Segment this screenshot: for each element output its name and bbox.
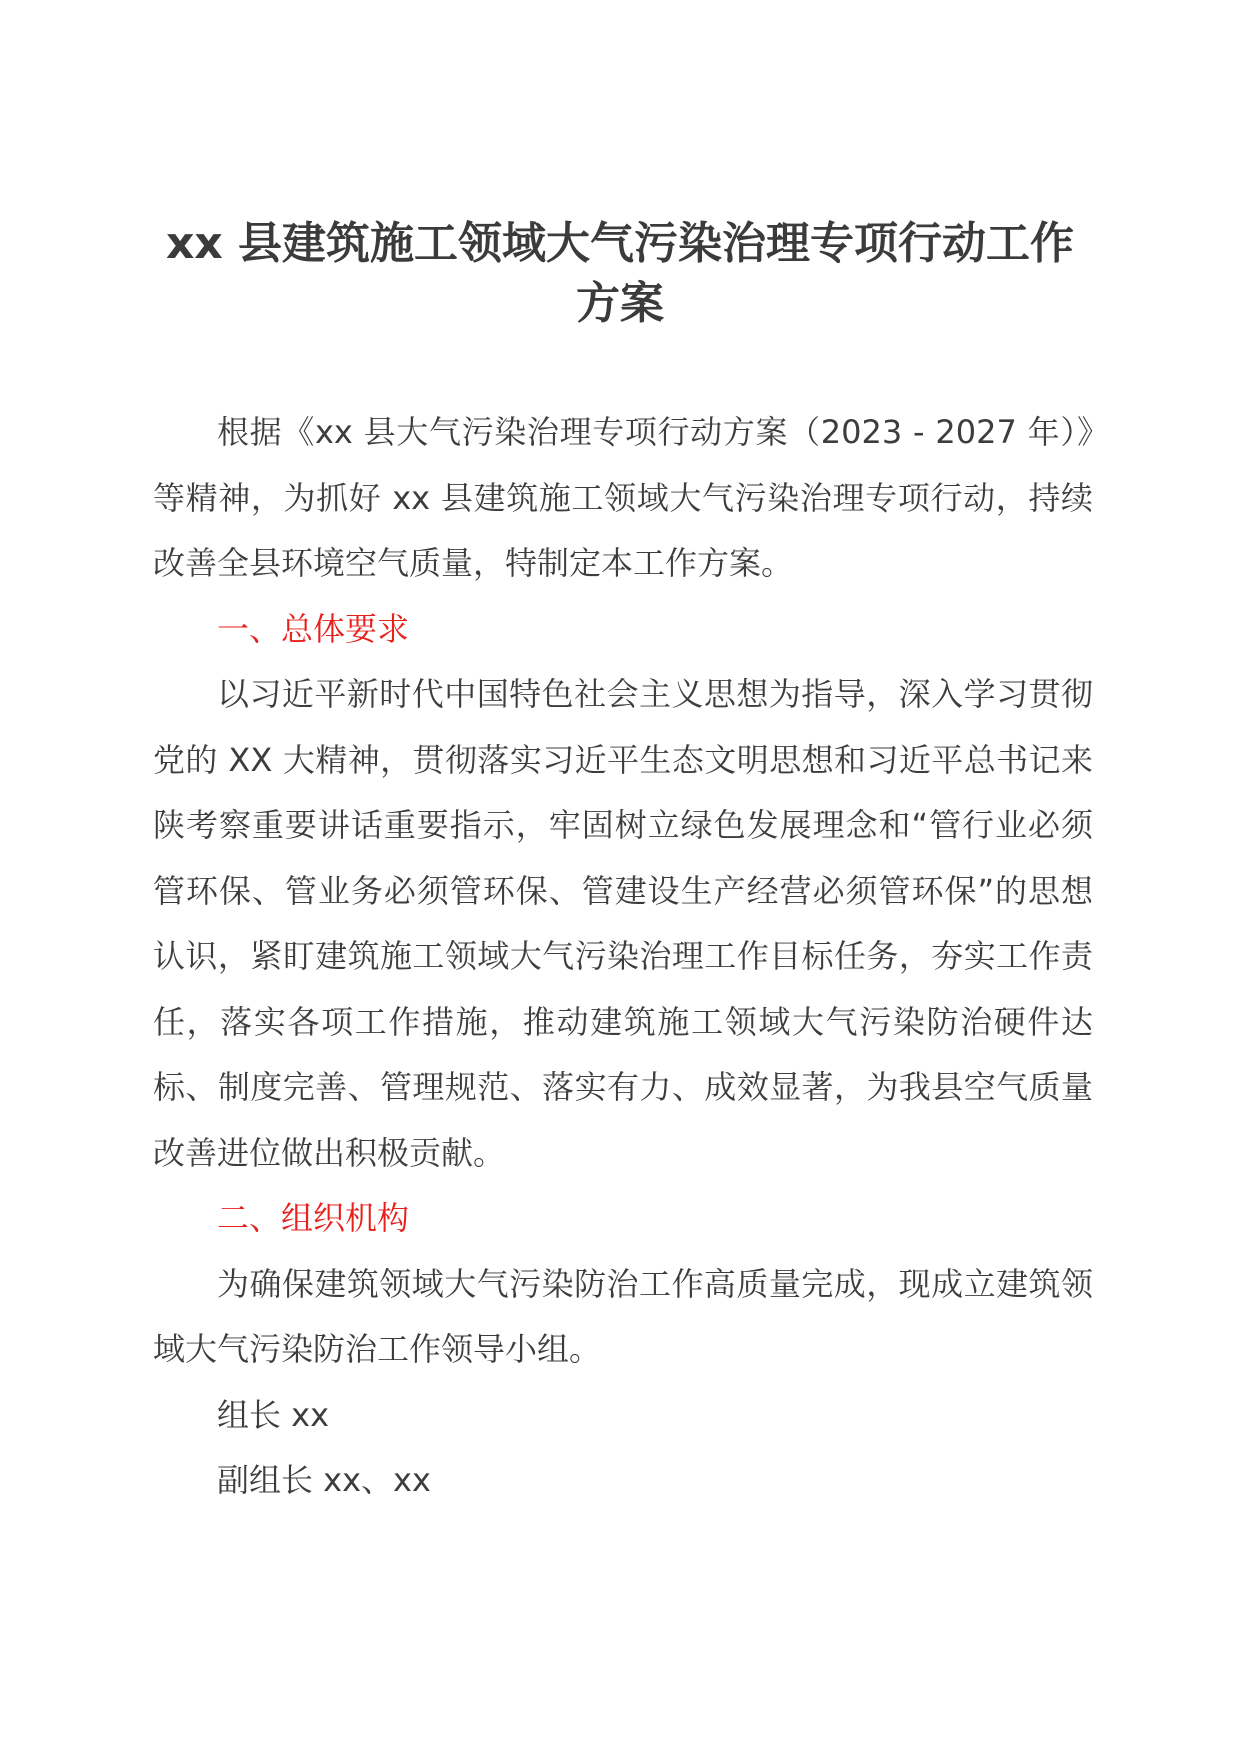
deputy-leader-line: 副组长 xx、xx (217, 1461, 431, 1499)
section-1-paragraph: 以习近平新时代中国特色社会主义思想为指导，深入学习贯彻党的 XX 大精神，贯彻落实习近平生态文明思想和习近平总书记来陕考察重要讲话重要指示，牢固树立绿色发展理念和“管行业必须管环保、管业务必须管环保、管建设生产经营必须管环保”的思想认识，紧盯建筑施工领域大气污染治理工作目标任务，夯实工作责任，落实各项工作措施，推动建筑施工领域大气污染防治硬件达标、制度完善、管理规范、落实有力、成效显著，为我县空气质量改善进位做出积极贡献。 (153, 675, 1093, 1172)
document-body (153, 400, 1093, 1514)
intro-paragraph: 根据《xx 县大气污染治理专项行动方案（2023 - 2027 年）》等精神，为抓好 xx 县建筑施工领域大气污染治理专项行动，持续改善全县环境空气质量，特制定本工作方案。 (153, 413, 1093, 582)
document-title: xx 县建筑施工领域大气污染治理专项行动工作方案 (165, 218, 1075, 329)
section-2-paragraph: 为确保建筑领域大气污染防治工作高质量完成，现成立建筑领域大气污染防治工作领导小组。 (153, 1264, 1093, 1368)
section-2-heading: 二、组织机构 (217, 1199, 410, 1237)
section-1-heading: 一、总体要求 (217, 609, 410, 648)
group-leader-line: 组长 xx (217, 1395, 330, 1434)
